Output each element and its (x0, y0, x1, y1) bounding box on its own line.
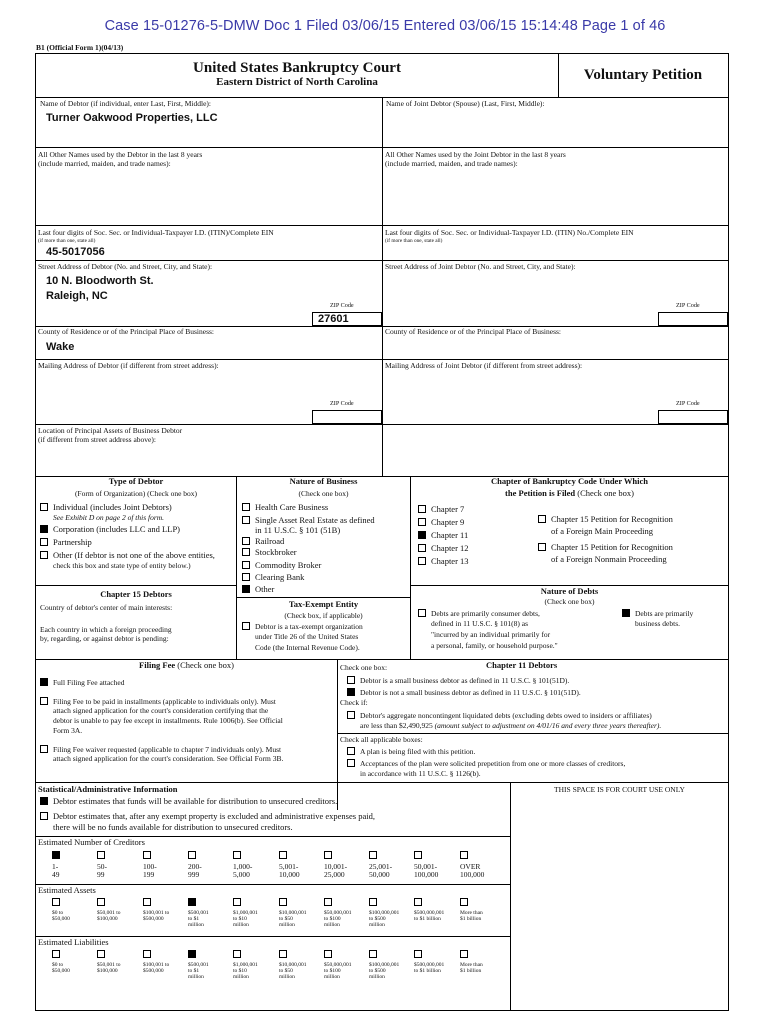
joint-debtor-name-label: Name of Joint Debtor (Spouse) (Last, First, Middle): (386, 99, 545, 108)
creditors-option-label: 99 (97, 870, 105, 880)
creditors-option-label: 999 (188, 870, 200, 880)
assets-option-label: to $50 (279, 916, 293, 923)
liabilities-option[interactable] (97, 950, 121, 974)
liabilities-checkbox[interactable] (233, 950, 241, 958)
business-debts-checkbox[interactable] (622, 609, 630, 617)
liabilities-option-label: million (188, 974, 204, 981)
assets-option-label: $100,000,001 (369, 910, 400, 916)
no-funds-option[interactable]: Debtor estimates that, after any exempt property is excluded and administrative expenses paid, (40, 812, 375, 822)
ein-value: 45-5017056 (46, 246, 105, 258)
full-fee-option[interactable]: Full Filing Fee attached (40, 678, 124, 688)
creditors-option-label: 100,000 (460, 870, 485, 880)
liabilities-option-label: to $1 billion (414, 968, 441, 975)
mailing-zip-label: ZIP Code (330, 400, 354, 407)
liabilities-option-label: million (279, 974, 295, 981)
chapter7-checkbox[interactable] (418, 505, 426, 513)
assets-option-label: million (369, 922, 385, 929)
consumer-debts-option[interactable]: Debts are primarily consumer debts, (418, 609, 540, 619)
tax-exempt-option[interactable]: Debtor is a tax-exempt organization (242, 622, 363, 632)
other-business-checkbox[interactable] (242, 585, 250, 593)
liabilities-checkbox[interactable] (97, 950, 105, 958)
acceptances-option[interactable]: Acceptances of the plan were solicited prepetition from one or more classes of creditors, (347, 759, 625, 769)
zip-label: ZIP Code (330, 302, 354, 309)
assets-checkbox[interactable] (414, 898, 422, 906)
chapter12-option[interactable]: Chapter 12 (418, 544, 469, 554)
joint-mailing-zip-label: ZIP Code (676, 400, 700, 407)
chapter11-debtors-title: Chapter 11 Debtors (486, 660, 558, 670)
creditors-option-label: 50- (97, 862, 107, 871)
assets-option-label: $50,000,001 (324, 910, 352, 916)
assets-option-label: $1,000,001 (233, 910, 258, 916)
creditors-option[interactable] (97, 851, 110, 880)
assets-option-label: to $100 (324, 916, 341, 923)
liabilities-option[interactable] (279, 950, 307, 980)
type-of-debtor-title: Type of Debtor (108, 476, 164, 486)
partnership-checkbox[interactable] (40, 538, 48, 546)
assets-option[interactable] (414, 898, 444, 922)
assets-option-label: $50,001 to (97, 910, 121, 916)
liabilities-option-label: $50,000,001 (324, 962, 352, 968)
liabilities-option-label: $1,000,001 (233, 962, 258, 968)
liabilities-option-label: to $50 (279, 968, 293, 975)
joint-mailing-zip-box (658, 410, 728, 424)
zip-value: 27601 (318, 313, 349, 325)
chapter15-nonmain-line2: of a Foreign Nonmain Proceeding (551, 554, 667, 564)
assets-option[interactable] (233, 898, 258, 928)
chapter9-option[interactable]: Chapter 9 (418, 518, 464, 528)
chapter15-each-line2: by, regarding, or against debtor is pending: (40, 634, 169, 643)
creditors-checkbox[interactable] (188, 851, 196, 859)
chapter9-checkbox[interactable] (418, 518, 426, 526)
single-asset-option[interactable]: Single Asset Real Estate as defined (242, 516, 375, 526)
creditors-option[interactable] (279, 851, 300, 880)
assets-option[interactable] (188, 898, 209, 928)
liabilities-option[interactable] (324, 950, 352, 980)
creditors-checkbox[interactable] (143, 851, 151, 859)
liabilities-option-label: $100,001 to (143, 962, 170, 968)
joint-zip-box (658, 312, 728, 326)
assets-label: Estimated Assets (38, 885, 96, 895)
consumer-debts-line2: defined in 11 U.S.C. § 101(8) as (431, 619, 529, 628)
assets-option-label: More than (460, 910, 483, 916)
assets-option[interactable] (369, 898, 399, 928)
chapter15-each-line1: Each country in which a foreign proceeding (40, 625, 172, 634)
health-care-option[interactable]: Health Care Business (242, 503, 328, 513)
liabilities-option[interactable] (188, 950, 209, 980)
chapter15-main-checkbox[interactable] (538, 515, 546, 523)
assets-option-label: to $1 (188, 916, 200, 923)
assets-option-label: million (188, 922, 204, 929)
statistical-title: Statistical/Administrative Information (38, 784, 178, 794)
creditors-option-label: 10,001- (324, 862, 348, 871)
nature-of-debts-title: Nature of Debts (540, 586, 599, 596)
joint-other-names-sub: (include married, maiden, and trade names): (385, 159, 518, 168)
creditors-option-label: 25,000 (324, 870, 345, 880)
joint-mailing-label: Mailing Address of Joint Debtor (if different from street address): (385, 361, 583, 370)
plan-filed-checkbox[interactable] (347, 747, 355, 755)
assets-option-label: $0 to (52, 910, 64, 916)
partnership-option[interactable]: Partnership (40, 538, 92, 548)
creditors-option-label: 50,001- (414, 862, 438, 871)
filing-header-stamp: Case 15-01276-5-DMW Doc 1 Filed 03/06/15 Entered 03/06/15 15:14:48 Page 1 of 46 (104, 18, 666, 34)
clearing-bank-checkbox[interactable] (242, 573, 250, 581)
no-funds-checkbox[interactable] (40, 812, 48, 820)
liabilities-option-label: $100,000,001 (369, 962, 400, 968)
creditors-option-label: 1- (52, 862, 59, 871)
chapter11-checkbox[interactable] (418, 531, 426, 539)
district-title: Eastern District of North Carolina (216, 76, 378, 88)
creditors-option[interactable] (143, 851, 157, 880)
location-sub: (if different from street address above): (38, 435, 156, 444)
location-label: Location of Principal Assets of Business Debtor (38, 426, 183, 435)
assets-option-label: to $1 billion (414, 916, 441, 923)
debtor-name-value: Turner Oakwood Properties, LLC (46, 112, 218, 124)
creditors-option[interactable] (369, 851, 392, 880)
creditors-option-label: 199 (143, 870, 155, 880)
chapter15-country-label: Country of debtor's center of main interests: (40, 603, 173, 612)
creditors-label: Estimated Number of Creditors (38, 837, 145, 847)
frame-left-border (35, 53, 36, 1010)
liabilities-checkbox[interactable] (460, 950, 468, 958)
creditors-option-label: 1,000- (233, 862, 253, 871)
assets-option-label: $1 billion (460, 916, 482, 923)
chapter-title-line1: Chapter of Bankruptcy Code Under Which (490, 476, 649, 486)
creditors-option[interactable] (324, 851, 347, 880)
small-business-checkbox[interactable] (347, 676, 355, 684)
county-label: County of Residence or of the Principal Place of Business: (38, 327, 215, 336)
corporation-option[interactable]: Corporation (includes LLC and LLP) (40, 525, 180, 535)
chapter15-main-option[interactable]: Chapter 15 Petition for Recognition (538, 515, 673, 525)
liabilities-checkbox[interactable] (52, 950, 60, 958)
street-line1: 10 N. Bloodworth St. (46, 275, 154, 287)
creditors-option-label: 5,000 (233, 870, 250, 880)
railroad-checkbox[interactable] (242, 537, 250, 545)
creditors-option-label: 25,001- (369, 862, 393, 871)
tax-exempt-line2: under Title 26 of the United States (255, 632, 359, 641)
business-debts-option[interactable]: Debts are primarily (622, 609, 693, 619)
col-divider-left (236, 476, 237, 659)
chapter15-nonmain-option[interactable]: Chapter 15 Petition for Recognition (538, 543, 673, 553)
chapter11-check-one: Check one box: (340, 663, 388, 672)
assets-checkbox[interactable] (279, 898, 287, 906)
liabilities-option-label: to $1 (188, 968, 200, 975)
single-asset-note: in 11 U.S.C. § 101 (51B) (255, 525, 341, 535)
liabilities-option-label: $1 billion (460, 968, 482, 975)
creditors-checkbox[interactable] (460, 851, 468, 859)
assets-checkbox[interactable] (324, 898, 332, 906)
clearing-bank-option[interactable]: Clearing Bank (242, 573, 304, 583)
county-value: Wake (46, 341, 75, 353)
acceptances-line2: in accordance with 11 U.S.C. § 1126(b). (360, 769, 481, 778)
assets-option-label: $500,000,001 (414, 910, 445, 916)
street-label: Street Address of Debtor (No. and Street, City, and State): (38, 262, 213, 271)
liabilities-option-label: $500,000 (143, 968, 164, 975)
assets-option[interactable] (143, 898, 169, 922)
court-use-divider (510, 782, 511, 1010)
aggregate-debts-line2: are less than $2,490,925 (amount subject to adjustment on 4/01/16 and every three years thereafter). (360, 721, 662, 730)
joint-ein-sub: (if more than one, state all) (385, 238, 443, 244)
assets-checkbox[interactable] (233, 898, 241, 906)
debtor-name-label: Name of Debtor (if individual, enter Last, First, Middle): (40, 99, 212, 108)
liabilities-label: Estimated Liabilities (38, 937, 109, 947)
fee-waiver-option[interactable]: Filing Fee waiver requested (applicable to chapter 7 individuals only). Must (40, 745, 281, 755)
creditors-checkbox[interactable] (233, 851, 241, 859)
liabilities-option-label: $100,000 (97, 968, 118, 975)
chapter11-option[interactable]: Chapter 11 (418, 531, 468, 541)
chapter15-nonmain-checkbox[interactable] (538, 543, 546, 551)
ein-sub: (if more than one, state all) (38, 238, 96, 244)
installment-fee-line3: debtor is unable to pay fee except in installments. Rule 1006(b). See Official (53, 716, 283, 725)
creditors-option[interactable] (188, 851, 202, 880)
creditors-checkbox[interactable] (324, 851, 332, 859)
liabilities-option[interactable] (460, 950, 483, 974)
aggregate-debts-option[interactable]: Debtor's aggregate noncontingent liquidated debts (excluding debts owed to insiders or affiliates) (347, 711, 652, 721)
joint-zip-label: ZIP Code (676, 302, 700, 309)
creditors-option-label: 200- (188, 862, 202, 871)
installment-fee-checkbox[interactable] (40, 697, 48, 705)
other-business-option[interactable]: Other (242, 585, 274, 595)
frame-top-border (35, 53, 728, 54)
liabilities-checkbox[interactable] (279, 950, 287, 958)
fee-waiver-line2: attach signed application for the court's consideration. See Official Form 3B. (53, 754, 284, 763)
liabilities-option[interactable] (233, 950, 258, 980)
other-names-label: All Other Names used by the Debtor in the last 8 years (38, 150, 203, 159)
chapter13-checkbox[interactable] (418, 557, 426, 565)
plan-filed-option[interactable]: A plan is being filed with this petition. (347, 747, 475, 757)
business-debts-line2: business debts. (635, 619, 680, 628)
nature-of-business-title: Nature of Business (289, 476, 358, 486)
assets-option[interactable] (279, 898, 307, 928)
chapter11-check-if: Check if: (340, 698, 368, 707)
assets-option-label: $500,001 (188, 910, 209, 916)
chapter15-debtors-title: Chapter 15 Debtors (100, 589, 172, 599)
chapter7-option[interactable]: Chapter 7 (418, 505, 464, 515)
assets-option-label: to $500 (369, 916, 386, 923)
nature-of-debts-sub: (Check one box) (544, 597, 595, 606)
joint-street-label: Street Address of Joint Debtor (No. and Street, City, and State): (385, 262, 576, 271)
other-entity-note: check this box and state type of entity below.) (53, 561, 191, 570)
liabilities-checkbox[interactable] (143, 950, 151, 958)
voluntary-petition-title: Voluntary Petition (583, 67, 703, 83)
liabilities-option[interactable] (414, 950, 444, 974)
mailing-label: Mailing Address of Debtor (if different from street address): (38, 361, 219, 370)
column-divider (382, 97, 383, 476)
creditors-checkbox[interactable] (279, 851, 287, 859)
creditors-checkbox[interactable] (414, 851, 422, 859)
liabilities-option-label: $50,000 (52, 968, 70, 975)
liabilities-option-label: to $500 (369, 968, 386, 975)
mailing-zip-box (312, 410, 382, 424)
liabilities-option[interactable] (52, 950, 70, 974)
assets-checkbox[interactable] (143, 898, 151, 906)
nature-of-business-sub: (Check one box) (298, 489, 349, 498)
assets-option[interactable] (460, 898, 483, 922)
type-of-debtor-sub: (Form of Organization) (Check one box) (74, 489, 198, 498)
assets-option-label: $100,001 to (143, 910, 170, 916)
assets-checkbox[interactable] (52, 898, 60, 906)
creditors-option-label: OVER (460, 862, 481, 871)
assets-checkbox[interactable] (369, 898, 377, 906)
form-tag: B1 (Official Form 1)(04/13) (36, 43, 124, 52)
liabilities-option-label: $10,000,001 (279, 962, 307, 968)
assets-checkbox[interactable] (97, 898, 105, 906)
creditors-option-label: 5,001- (279, 862, 299, 871)
assets-checkbox[interactable] (460, 898, 468, 906)
consumer-debts-line3: "incurred by an individual primarily for (431, 630, 551, 639)
aggregate-debts-checkbox[interactable] (347, 711, 355, 719)
funds-available-checkbox[interactable] (40, 797, 48, 805)
other-entity-checkbox[interactable] (40, 551, 48, 559)
creditors-checkbox[interactable] (369, 851, 377, 859)
filing-fee-title: Filing Fee (Check one box) (139, 660, 234, 670)
installment-fee-line2: attach signed application for the court's consideration certifying that the (53, 706, 269, 715)
acceptances-checkbox[interactable] (347, 759, 355, 767)
not-small-business-option[interactable]: Debtor is not a small business debtor as defined in 11 U.S.C. § 101(51D). (347, 688, 581, 698)
liabilities-checkbox[interactable] (369, 950, 377, 958)
stockbroker-checkbox[interactable] (242, 548, 250, 556)
creditors-option[interactable] (414, 851, 438, 880)
assets-option[interactable] (52, 898, 70, 922)
no-funds-line2: there will be no funds available for distribution to unsecured creditors. (53, 822, 293, 832)
chapter-title-line2: the Petition is Filed (Check one box) (505, 488, 634, 498)
joint-ein-label: Last four digits of Soc. Sec. or Individual-Taxpayer I.D. (ITIN) No./Complete EIN (385, 228, 634, 237)
frame-bottom-border (35, 1010, 729, 1011)
creditors-option[interactable] (52, 851, 65, 880)
fee-divider (337, 659, 338, 810)
liabilities-option-label: $0 to (52, 962, 64, 968)
fee-waiver-checkbox[interactable] (40, 745, 48, 753)
frame-right-border (728, 53, 729, 1010)
creditors-option-label: 100,000 (414, 870, 439, 880)
creditors-checkbox[interactable] (97, 851, 105, 859)
other-entity-option[interactable]: Other (If debtor is not one of the above entities, (40, 551, 215, 561)
joint-other-names-label: All Other Names used by the Joint Debtor in the last 8 years (385, 150, 566, 159)
liabilities-option-label: million (324, 974, 340, 981)
assets-checkbox[interactable] (188, 898, 196, 906)
liabilities-option-label: to $10 (233, 968, 247, 975)
joint-county-label: County of Residence or of the Principal Place of Business: (385, 327, 562, 336)
chapter13-option[interactable]: Chapter 13 (418, 557, 469, 567)
corporation-checkbox[interactable] (40, 525, 48, 533)
consumer-debts-line4: a personal, family, or household purpose." (431, 641, 558, 650)
liabilities-option-label: million (233, 974, 249, 981)
chapter12-checkbox[interactable] (418, 544, 426, 552)
tax-exempt-sub: (Check box, if applicable) (284, 611, 363, 620)
assets-option-label: million (324, 922, 340, 929)
creditors-option[interactable] (460, 851, 484, 880)
creditors-option-label: 49 (52, 870, 60, 880)
installment-fee-line4: Form 3A. (53, 726, 83, 735)
installment-fee-option[interactable]: Filing Fee to be paid in installments (applicable to individuals only). Must (40, 697, 276, 707)
commodity-broker-checkbox[interactable] (242, 561, 250, 569)
creditors-option-label: 100- (143, 862, 157, 871)
small-business-option[interactable]: Debtor is a small business debtor as defined in 11 U.S.C. § 101(51D). (347, 676, 569, 686)
funds-available-option[interactable]: Debtor estimates that funds will be available for distribution to unsecured creditors. (40, 797, 337, 807)
individual-note: See Exhibit D on page 2 of this form. (53, 513, 165, 522)
not-small-business-checkbox[interactable] (347, 688, 355, 696)
court-title: United States Bankruptcy Court (193, 60, 401, 76)
liabilities-option[interactable] (143, 950, 169, 974)
liabilities-option-label: $500,001 (188, 962, 209, 968)
liabilities-checkbox[interactable] (414, 950, 422, 958)
railroad-option[interactable]: Railroad (242, 537, 284, 547)
court-use-label: THIS SPACE IS FOR COURT USE ONLY (554, 785, 685, 794)
tax-exempt-line3: Code (the Internal Revenue Code). (255, 643, 360, 652)
assets-option-label: to $10 (233, 916, 247, 923)
liabilities-option-label: $500,000,001 (414, 962, 445, 968)
other-names-sub: (include married, maiden, and trade names): (38, 159, 171, 168)
liabilities-option-label: More than (460, 962, 483, 968)
single-asset-checkbox[interactable] (242, 516, 250, 524)
assets-option-label: million (233, 922, 249, 929)
liabilities-option-label: to $100 (324, 968, 341, 975)
assets-option-label: $50,000 (52, 916, 70, 923)
liabilities-checkbox[interactable] (188, 950, 196, 958)
street-line2: Raleigh, NC (46, 290, 108, 302)
liabilities-option-label: $50,001 to (97, 962, 121, 968)
chapter15-main-line2: of a Foreign Main Proceeding (551, 526, 653, 536)
health-care-checkbox[interactable] (242, 503, 250, 511)
creditors-option-label: 50,000 (369, 870, 390, 880)
liabilities-checkbox[interactable] (324, 950, 332, 958)
liabilities-option-label: million (369, 974, 385, 981)
creditors-checkbox[interactable] (52, 851, 60, 859)
individual-option[interactable]: Individual (includes Joint Debtors) (40, 503, 172, 513)
assets-option-label: million (279, 922, 295, 929)
commodity-broker-option[interactable]: Commodity Broker (242, 561, 321, 571)
ein-label: Last four digits of Soc. Sec. or Individual-Taxpayer I.D. (ITIN)/Complete EIN (38, 228, 274, 237)
tax-exempt-checkbox[interactable] (242, 622, 250, 630)
assets-option-label: $500,000 (143, 916, 164, 923)
full-fee-checkbox[interactable] (40, 678, 48, 686)
consumer-debts-checkbox[interactable] (418, 609, 426, 617)
tax-exempt-title: Tax-Exempt Entity (288, 599, 359, 609)
individual-checkbox[interactable] (40, 503, 48, 511)
assets-option-label: $10,000,001 (279, 910, 307, 916)
assets-option[interactable] (97, 898, 121, 922)
col-divider-right (410, 476, 411, 659)
assets-option[interactable] (324, 898, 352, 928)
stockbroker-option[interactable]: Stockbroker (242, 548, 297, 558)
assets-option-label: $100,000 (97, 916, 118, 923)
creditors-option[interactable] (233, 851, 252, 880)
liabilities-option[interactable] (369, 950, 399, 980)
creditors-option-label: 10,000 (279, 870, 300, 880)
chapter11-check-all: Check all applicable boxes: (340, 735, 423, 744)
